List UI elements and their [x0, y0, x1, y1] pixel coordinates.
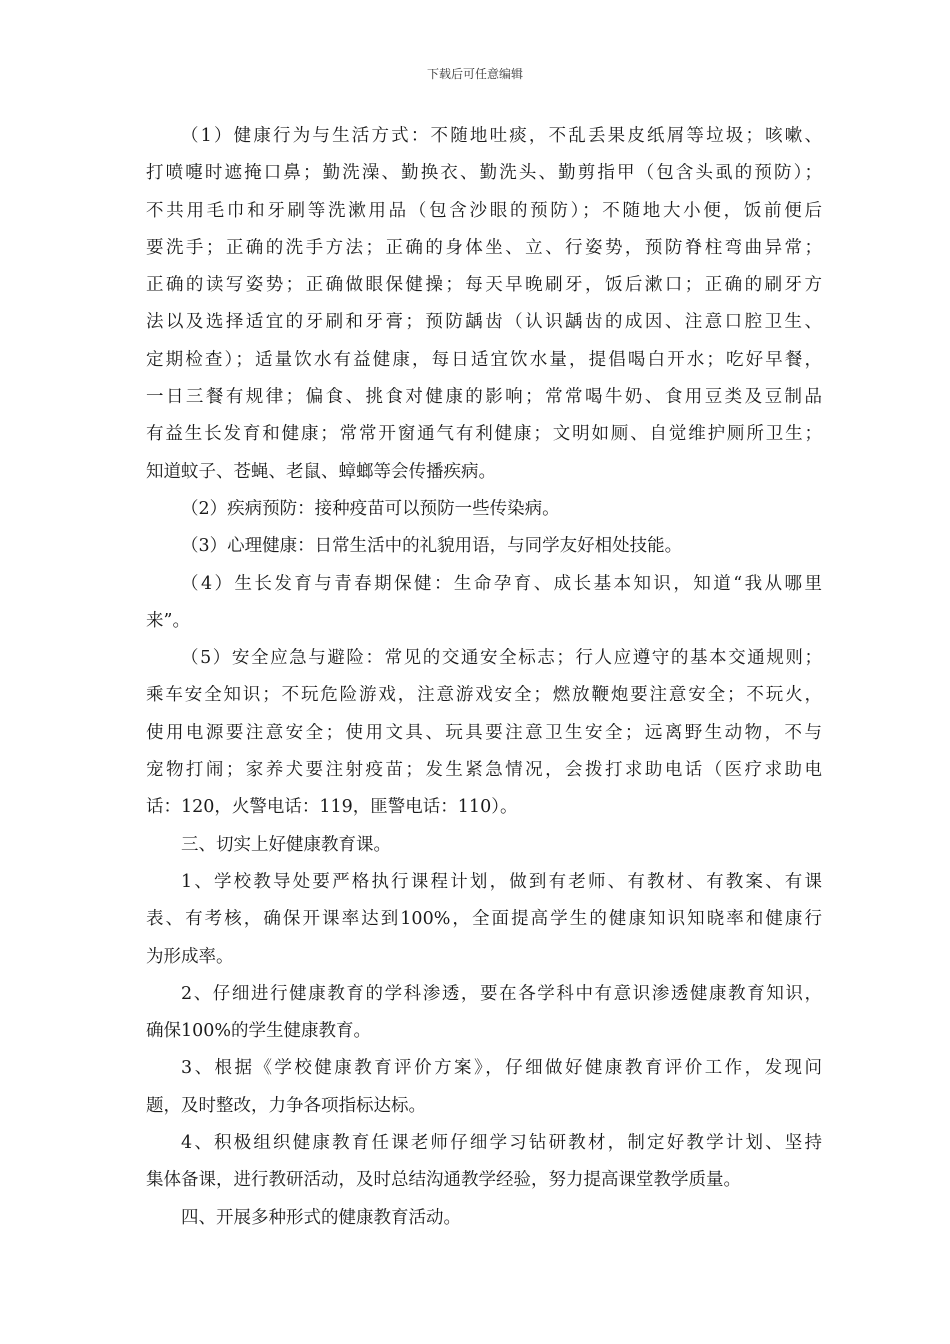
paragraph-disease-prevention [146, 491, 822, 528]
paragraph-item-3 [146, 1050, 822, 1125]
text-line: 有益生长发育和健康；常常开窗通气有利健康；文明如厕、自觉维护厕所卫生； [146, 424, 822, 445]
text-line: 4、积极组织健康教育任课老师仔细学习钻研教材，制定好教学计划、坚持 [181, 1133, 822, 1154]
text-line: 不共用毛巾和牙刷等洗漱用品（包含沙眼的预防）；不随地大小便，饭前便后 [146, 200, 822, 221]
text-line: 一日三餐有规律；偏食、挑食对健康的影响；常常喝牛奶、食用豆类及豆制品 [146, 387, 822, 408]
paragraph-mental-health [146, 528, 822, 565]
text-line: （4）生长发育与青春期保健：生命孕育、成长基本知识，知道“我从哪里 [181, 573, 822, 594]
text-line: 题，及时整改，力争各项指标达标。 [146, 1095, 426, 1116]
paragraph-safety [146, 640, 822, 826]
page-header: 下载后可任意编辑 [426, 67, 523, 81]
text-line: 法以及选择适宜的牙刷和牙膏；预防龋齿（认识龋齿的成因、注意口腔卫生、 [146, 312, 822, 333]
paragraph-item-1 [146, 864, 822, 976]
section-heading-three [146, 827, 822, 864]
text-line: 为形成率。 [146, 946, 234, 967]
text-line: 三、切实上好健康教育课。 [181, 834, 391, 855]
text-line: 使用电源要注意安全；使用文具、玩具要注意卫生安全；远离野生动物，不与 [146, 722, 822, 743]
text-line: （1）健康行为与生活方式：不随地吐痰，不乱丢果皮纸屑等垃圾；咳嗽、 [181, 126, 822, 146]
text-line: （2）疾病预防：接种疫苗可以预防一些传染病。 [181, 498, 560, 519]
paragraph-item-2 [146, 976, 822, 1051]
text-line: 3、根据《学校健康教育评价方案》，仔细做好健康教育评价工作，发现问 [181, 1058, 822, 1079]
text-line: 1、学校教导处要严格执行课程计划，做到有老师、有教材、有教案、有课 [181, 871, 822, 892]
text-line: 确保100%的学生健康教育。 [146, 1021, 372, 1042]
document-body [146, 118, 822, 1237]
text-line: 集体备课，进行教研活动，及时总结沟通教学经验，努力提高课堂教学质量。 [146, 1170, 741, 1191]
paragraph-health-behavior [146, 118, 822, 491]
text-line: 打喷嚏时遮掩口鼻；勤洗澡、勤换衣、勤洗头、勤剪指甲（包含头虱的预防）； [146, 163, 822, 184]
section-heading-four [146, 1200, 822, 1237]
paragraph-growth-development [146, 566, 822, 641]
text-line: 知道蚊子、苍蝇、老鼠、蟑螂等会传播疾病。 [146, 461, 496, 482]
text-line: 来”。 [146, 610, 190, 631]
text-line: 话：120，火警电话：119，匪警电话：110）。 [146, 797, 518, 818]
text-line: 正确的读写姿势；正确做眼保健操；每天早晚刷牙，饭后漱口；正确的刷牙方 [146, 275, 822, 296]
text-line: （5）安全应急与避险：常见的交通安全标志；行人应遵守的基本交通规则； [181, 648, 822, 669]
text-line: 要洗手；正确的洗手方法；正确的身体坐、立、行姿势，预防脊柱弯曲异常； [146, 237, 822, 258]
text-line: （3）心理健康：日常生活中的礼貌用语，与同学友好相处技能。 [181, 536, 683, 557]
text-line: 2、仔细进行健康教育的学科渗透，要在各学科中有意识渗透健康教育知识， [181, 983, 822, 1004]
text-line: 四、开展多种形式的健康教育活动。 [181, 1207, 461, 1228]
text-line: 宠物打闹；家养犬要注射疫苗；发生紧急情况，会拨打求助电话（医疗求助电 [146, 760, 822, 781]
text-line: 乘车安全知识；不玩危险游戏，注意游戏安全；燃放鞭炮要注意安全；不玩火， [146, 685, 822, 706]
text-line: 定期检查）；适量饮水有益健康，每日适宜饮水量，提倡喝白开水；吃好早餐， [146, 349, 822, 370]
paragraph-item-4 [146, 1125, 822, 1200]
text-line: 表、有考核，确保开课率达到100%，全面提高学生的健康知识知晓率和健康行 [146, 909, 822, 930]
